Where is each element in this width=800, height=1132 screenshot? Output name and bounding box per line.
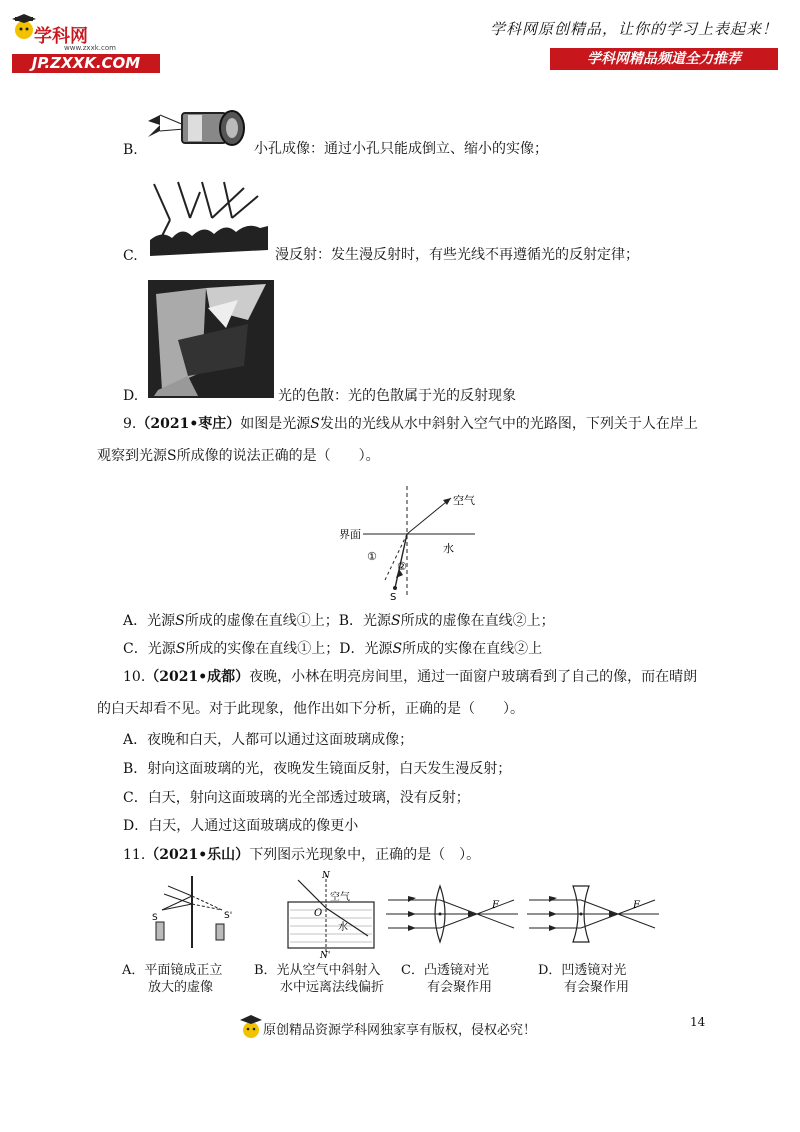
o-label: O (314, 908, 323, 919)
q10-option-a: A．夜晚和白天，人都可以通过这面玻璃成像； (123, 732, 414, 748)
option-c-text: 漫反射：发生漫反射时，有些光线不再遵循光的反射定律； (275, 247, 639, 263)
diffuse-reflection-image (148, 178, 272, 262)
page-number: 14 (690, 1015, 706, 1029)
footer-mascot-icon (240, 1014, 262, 1044)
q10-line1: 10.（2021•成都）夜晚，小林在明亮房间里，通过一面窗户玻璃看到了自己的像，而在晴朗 (123, 669, 698, 685)
q11-figure-d-concave-lens (527, 884, 661, 948)
q10-option-b: B．射向这面玻璃的光，夜晚发生镜面反射，白天发生漫反射； (123, 761, 512, 777)
n-label: N (322, 871, 330, 881)
mascot-icon (12, 14, 36, 48)
q11-figure-c-convex-lens (386, 884, 520, 948)
q10-source: （2021•成都） (145, 669, 250, 685)
q9-number: 9. (123, 416, 137, 432)
q9-options-cd: C．光源S所成的实像在直线①上；D．光源S所成的实像在直线②上 (123, 641, 543, 657)
focus-label-c: F (492, 900, 499, 911)
source-label: S (390, 592, 397, 600)
q9-source: （2021•枣庄） (136, 416, 241, 432)
dispersion-image (148, 280, 274, 398)
pinhole-camera-image (146, 105, 250, 153)
q9-line1: 9.（2021•枣庄）如图是光源S发出的光线从水中斜射入空气中的光路图，下列关于人在岸上 (123, 416, 698, 432)
focus-label-d: F (633, 900, 640, 911)
q11-figure-b-refraction (282, 868, 382, 960)
water-label: 水 (443, 542, 454, 555)
q11-caption-a: A．平面镜成正立 放大的虚像 (122, 963, 223, 995)
q11-caption-b: B．光从空气中斜射入 水中远离法线偏折 (254, 963, 385, 995)
q11-source: （2021•乐山） (145, 847, 250, 863)
q9-options-ab: A．光源S所成的虚像在直线①上；B．光源S所成的虚像在直线②上； (123, 613, 555, 629)
s-label: S (152, 913, 158, 923)
option-c-letter: C. (123, 248, 138, 264)
q10-line2: 的白天却看不见。对于此现象，他作出如下分析，正确的是（ ）。 (97, 701, 524, 717)
refraction-diagram (335, 484, 515, 600)
interface-label: 界面 (339, 528, 361, 541)
air-label-b: 空气 (330, 892, 350, 903)
header-slogan: 学科网原创精品，让你的学习上表起来！ (489, 20, 778, 38)
q11-line1: 11.（2021•乐山）下列图示光现象中，正确的是（ ）。 (123, 847, 481, 863)
recommend-banner: 学科网精品频道全力推荐 (550, 48, 778, 70)
option-b-text: 小孔成像：通过小孔只能成倒立、缩小的实像； (254, 141, 548, 157)
logo-url: www.zxxk.com (64, 44, 116, 52)
logo-name: 学科网 (34, 26, 88, 47)
option-b-letter: B. (123, 142, 138, 158)
q11-number: 11. (123, 847, 146, 863)
footer-copyright: 原创精品资源学科网独家享有版权，侵权必究！ (263, 1023, 537, 1038)
q10-number: 10. (123, 669, 146, 685)
logo-domain: JP.ZXXK.COM (12, 54, 160, 73)
q10-option-c: C．白天，射向这面玻璃的光全部透过玻璃，没有反射； (123, 790, 470, 806)
s-prime-label: S' (224, 911, 233, 921)
q11-figure-a-mirror (148, 874, 240, 954)
site-logo[interactable] (12, 14, 162, 74)
option-d-text: 光的色散：光的色散属于光的反射现象 (278, 388, 516, 404)
n-prime-label: N' (320, 951, 331, 960)
q11-caption-d: D．凹透镜对光 有会聚作用 (538, 963, 630, 995)
air-label: 空气 (453, 494, 475, 507)
q11-caption-c: C．凸透镜对光 有会聚作用 (401, 963, 493, 995)
option-d-letter: D. (123, 388, 139, 404)
water-label-b: 水 (338, 922, 348, 933)
line-1-marker: ① (367, 550, 377, 563)
q9-line2: 观察到光源S所成像的说法正确的是（ ）。 (97, 448, 380, 464)
line-2-marker: ② (397, 560, 407, 573)
q10-option-d: D．白天，人通过这面玻璃成的像更小 (123, 818, 359, 834)
